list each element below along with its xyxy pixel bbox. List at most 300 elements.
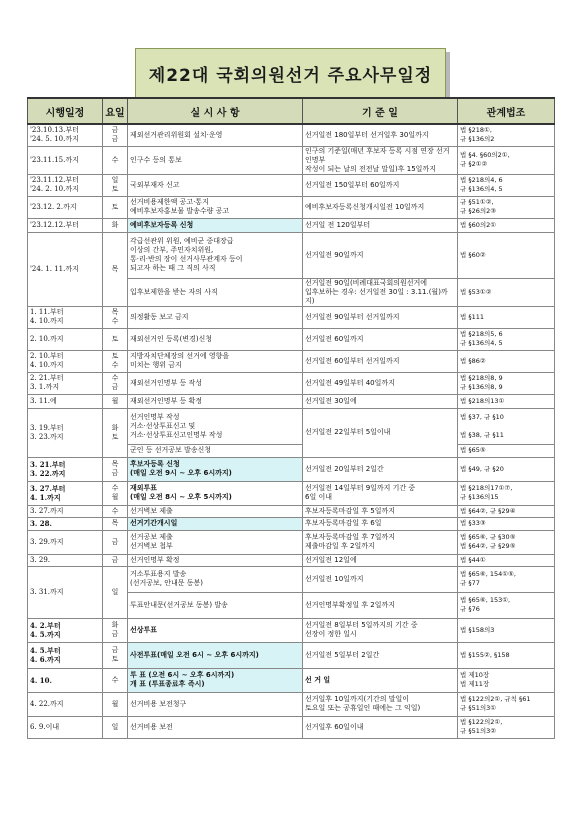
date-cell — [28, 530, 103, 554]
day-cell-line: 화 — [111, 423, 119, 432]
day-cell — [103, 517, 128, 530]
task-cell — [128, 394, 303, 408]
task-cell — [128, 146, 303, 174]
date-cell-line: 3. 11.에 — [30, 396, 57, 405]
basis-cell — [303, 566, 458, 592]
day-cell — [103, 668, 128, 692]
table-body — [28, 124, 555, 738]
day-cell-line: 목 — [111, 308, 119, 316]
task-cell-line: 후보자등록 신청 — [130, 460, 180, 468]
date-cell-line: 3. 28. — [30, 519, 52, 528]
law-cell — [458, 554, 555, 566]
law-cell — [458, 408, 555, 444]
date-cell — [28, 124, 103, 146]
date-cell-line: '24. 5. 10.까지 — [30, 135, 79, 144]
task-cell-line: 미치는 행위 금지 — [130, 361, 182, 369]
date-cell — [28, 457, 103, 481]
task-cell-line: 사전투표(매일 오전 6시 ~ 오후 6시까지) — [130, 650, 259, 659]
date-cell — [28, 232, 103, 306]
law-cell — [458, 278, 555, 306]
law-cell-line: 법 §218의17①⑦, — [460, 484, 513, 492]
basis-cell — [303, 174, 458, 196]
day-cell-line: 수 — [111, 361, 119, 369]
table-row — [28, 618, 555, 642]
date-cell — [28, 174, 103, 196]
law-cell — [458, 124, 555, 146]
day-cell-line: 수 — [111, 675, 119, 684]
table-header-row — [28, 98, 555, 124]
day-cell-line: 금 — [111, 383, 119, 391]
day-cell-line: 수 — [111, 374, 119, 382]
task-cell-line: 군인 등 선거공보 발송신청 — [130, 446, 212, 454]
basis-cell — [303, 394, 458, 408]
basis-cell — [303, 668, 458, 692]
law-cell-line: 법 §44① — [460, 555, 486, 564]
table-row — [28, 692, 555, 716]
task-cell-line: 되고자 하는 때 그 직의 사직 — [130, 264, 216, 272]
date-cell — [28, 481, 103, 505]
law-cell-line: 규 §2①② — [460, 160, 488, 168]
date-cell-line: 4. 10. — [30, 675, 52, 685]
law-cell-line: 규 §136의8, 9 — [460, 383, 503, 391]
task-cell — [128, 716, 303, 738]
day-cell-line: 수 — [111, 155, 119, 164]
date-cell-line: 1. 11.부터 — [30, 308, 64, 316]
date-cell-line: '23.12.12.부터 — [30, 220, 79, 229]
basis-cell-line: 선거일전 12일에 — [305, 555, 357, 564]
task-cell — [128, 566, 303, 592]
law-cell-line: 법 §218의13① — [460, 396, 505, 405]
law-cell-line: 규 §51의3① — [460, 704, 497, 712]
task-cell-line: 선거벽보 첩부 — [130, 542, 173, 550]
task-cell-line: 재외선거인명부 등 작성 — [130, 378, 203, 387]
task-cell-line: (선거공보, 안내문 동봉) — [130, 579, 203, 587]
day-cell-line: 토 — [111, 334, 119, 343]
date-cell-line: 3. 29.까지 — [30, 537, 64, 546]
law-cell — [458, 668, 555, 692]
basis-cell — [303, 372, 458, 394]
law-cell-line: 법 §65⑤ — [460, 446, 486, 454]
task-cell-line: (매일 오전 9시 ~ 오후 6시까지) — [130, 469, 232, 477]
day-cell — [103, 642, 128, 668]
date-cell — [28, 328, 103, 350]
task-cell-line: 개 표 (투표종료후 즉시) — [130, 680, 205, 688]
basis-cell-line: 예비후보자등록신청개시일전 10일까지 — [305, 202, 425, 211]
header-day: 요일 — [103, 98, 128, 124]
task-cell-line: 재외선거인명부 등 확정 — [130, 396, 203, 405]
basis-cell-line: 선거일전 180일부터 선거일후 30일까지 — [305, 130, 429, 139]
date-cell-line: '24. 2. 10.까지 — [30, 185, 79, 193]
task-cell — [128, 306, 303, 328]
task-cell-line: 투 표 (오전 6시 ~ 오후 6시까지) — [130, 671, 235, 679]
task-cell — [128, 517, 303, 530]
law-cell-line: 법 §64②, 규 §29④ — [460, 506, 516, 515]
law-cell-line: 법 §37, 규 §10 — [460, 412, 504, 421]
table-row — [28, 350, 555, 372]
day-cell — [103, 350, 128, 372]
day-cell-line: 수 — [111, 484, 119, 492]
table-row — [28, 668, 555, 692]
task-cell-line: 선거벽보 제출 — [130, 506, 173, 515]
day-cell-line: 화 — [111, 220, 119, 229]
task-cell-line: 선거인명부 작성 — [130, 412, 180, 421]
law-cell — [458, 457, 555, 481]
day-cell-line: 토 — [111, 352, 119, 360]
law-cell — [458, 530, 555, 554]
task-cell — [128, 350, 303, 372]
day-cell — [103, 566, 128, 618]
task-cell-line: 입후보제한을 받는 자의 사직 — [130, 287, 218, 296]
law-cell — [458, 196, 555, 218]
task-cell-line: 선거인명부 확정 — [130, 555, 180, 564]
basis-cell — [303, 692, 458, 716]
basis-cell-line: 선거일전 10일까지 — [305, 574, 364, 583]
law-cell — [458, 146, 555, 174]
date-cell — [28, 692, 103, 716]
law-cell-line: 법 §53①② — [460, 287, 492, 296]
day-cell-line: 토 — [111, 655, 119, 663]
basis-cell-line: 후보자등록마감일 후 6일 — [305, 519, 382, 527]
task-cell-line: 예비후보자홍보물 발송수량 공고 — [130, 207, 230, 215]
date-cell — [28, 350, 103, 372]
law-cell — [458, 642, 555, 668]
law-cell-line: 법 §60② — [460, 250, 486, 259]
basis-cell-line: 선거일후 10일까지(기간의 말일이 — [305, 695, 409, 703]
basis-cell — [303, 642, 458, 668]
day-cell-line: 금 — [111, 630, 119, 638]
task-cell — [128, 444, 303, 457]
day-cell — [103, 457, 128, 481]
law-cell-line: 법 §111 — [460, 312, 485, 321]
day-cell-line: 월 — [111, 493, 119, 501]
basis-cell-line: 선거일전 90일(비례대표국회의원선거에 — [305, 278, 428, 287]
law-cell-line: 법 §60의2① — [460, 220, 497, 229]
basis-cell — [303, 350, 458, 372]
task-cell-line: 재외선거인 등록(변경)신청 — [130, 334, 213, 343]
table-row — [28, 481, 555, 505]
basis-cell-line: 선거인명부확정일 후 2일까지 — [305, 600, 396, 609]
law-cell-line: 규 §51①②, — [460, 198, 494, 206]
task-cell-line: 국외부재자 신고 — [130, 180, 180, 189]
law-cell — [458, 716, 555, 738]
law-cell — [458, 232, 555, 278]
date-cell-line: '23.10.13.부터 — [30, 126, 79, 135]
task-cell — [128, 408, 303, 444]
day-cell-line: 수 — [111, 506, 119, 515]
header-task: 실 시 사 항 — [128, 98, 303, 124]
task-cell-line: 이상의 간부, 주민자치위원, — [130, 246, 214, 254]
basis-cell-line: 선거일후 60일이내 — [305, 722, 364, 731]
date-cell — [28, 196, 103, 218]
title-banner — [135, 48, 446, 98]
date-cell — [28, 218, 103, 232]
task-cell-line: 선거공보 제출 — [130, 533, 173, 541]
day-cell — [103, 530, 128, 554]
table-row — [28, 530, 555, 554]
task-cell-line: 거소·선상투표신고인명부 작성 — [130, 430, 223, 439]
law-cell — [458, 566, 555, 592]
date-cell-line: 2. 10.까지 — [30, 334, 64, 343]
law-cell-line: 법 §86② — [460, 356, 486, 365]
law-cell-line: 규 §26의2③ — [460, 207, 497, 215]
law-cell — [458, 174, 555, 196]
law-cell-line: 법 §218①, — [460, 126, 492, 135]
basis-cell-line: 선거일전 150일부터 60일까지 — [305, 180, 400, 189]
table-row — [28, 328, 555, 350]
law-cell-line: 규 §76 — [460, 605, 480, 613]
task-cell-line: 제외선거관리위원회 설치·운영 — [130, 130, 223, 139]
date-cell — [28, 642, 103, 668]
day-cell-line: 금 — [111, 537, 119, 546]
task-cell — [128, 642, 303, 668]
basis-cell-line: 선거일전 14일부터 9일까지 기간 중 — [305, 484, 416, 492]
basis-cell-line: 선거일전 22일부터 5일이내 — [305, 428, 391, 436]
basis-cell-line: 선거일전 5일부터 2일간 — [305, 650, 380, 659]
basis-cell — [303, 408, 458, 457]
law-cell-line: 법 §33③ — [460, 519, 486, 527]
law-cell-line: 법 §4. §60의2①, — [460, 151, 510, 159]
basis-cell-line: 선거일전 8일부터 5일까지의 기간 중 — [305, 621, 418, 629]
task-cell — [128, 692, 303, 716]
table-row — [28, 372, 555, 394]
task-cell-line: 선거비용 보전청구 — [130, 699, 187, 708]
basis-cell — [303, 716, 458, 738]
date-cell-line: 4. 5.까지 — [30, 630, 61, 639]
date-cell-line: 6. 9.이내 — [30, 722, 60, 731]
task-cell — [128, 372, 303, 394]
date-cell-line: 4. 10.까지 — [30, 317, 64, 325]
header-date: 시행일정 — [28, 98, 103, 124]
task-cell — [128, 554, 303, 566]
law-cell-line: 규 §77 — [460, 579, 480, 587]
basis-cell — [303, 328, 458, 350]
date-cell-line: 4. 1.까지 — [30, 493, 61, 502]
task-cell — [128, 618, 303, 642]
day-cell-line: 일 — [111, 176, 119, 184]
task-cell-line: 투표안내문(선거공보 동봉) 발송 — [130, 600, 228, 609]
day-cell-line: 금 — [111, 126, 119, 135]
date-cell — [28, 306, 103, 328]
basis-cell-line: 인구의 기준일(매년 후보자 등록 시점 연장 선거인명부 — [305, 146, 450, 164]
law-cell — [458, 306, 555, 328]
date-cell-line: 4. 6.까지 — [30, 655, 61, 664]
table-row — [28, 457, 555, 481]
date-cell — [28, 554, 103, 566]
table-row — [28, 394, 555, 408]
date-cell — [28, 566, 103, 618]
basis-cell-line: 선거일전 60일까지 — [305, 334, 364, 343]
day-cell — [103, 692, 128, 716]
task-cell — [128, 457, 303, 481]
law-cell-line: 법 제10장 — [460, 671, 490, 679]
date-cell — [28, 146, 103, 174]
date-cell-line: 4. 10.까지 — [30, 361, 64, 369]
table-row — [28, 566, 555, 592]
task-cell — [128, 196, 303, 218]
task-cell-line: 인구수 등의 통보 — [130, 155, 182, 164]
basis-cell-line: 입후보하는 경우: 선거일전 30일 : 3.11.(월)까지) — [305, 287, 448, 305]
task-cell — [128, 592, 303, 618]
basis-cell — [303, 146, 458, 174]
task-cell — [128, 232, 303, 278]
schedule-table — [27, 97, 555, 739]
date-cell — [28, 668, 103, 692]
task-cell — [128, 505, 303, 517]
day-cell — [103, 174, 128, 196]
date-cell-line: 3. 1.까지 — [30, 383, 60, 391]
day-cell — [103, 505, 128, 517]
day-cell-line: 토 — [111, 202, 119, 211]
table-row — [28, 174, 555, 196]
day-cell-line: 목 — [111, 460, 119, 468]
task-cell — [128, 218, 303, 232]
date-cell — [28, 716, 103, 738]
date-cell-line: '24. 1. 11.까지 — [30, 264, 79, 273]
basis-cell-line: 선장이 정한 일시 — [305, 630, 357, 638]
basis-cell-line: 선거일전 60일부터 선거일까지 — [305, 356, 400, 365]
law-cell-line: 법 §122의2①, 규칙 §61 — [460, 695, 531, 703]
law-cell-line: 법 §218의8, 9 — [460, 374, 503, 382]
basis-cell-line: 토요일 또는 공휴일인 때에는 그 익일) — [305, 704, 421, 712]
table-row — [28, 232, 555, 278]
day-cell — [103, 554, 128, 566]
table-row — [28, 146, 555, 174]
task-cell — [128, 328, 303, 350]
task-cell — [128, 530, 303, 554]
task-cell — [128, 668, 303, 692]
basis-cell — [303, 530, 458, 554]
date-cell-line: 2. 21.부터 — [30, 374, 64, 382]
day-cell — [103, 124, 128, 146]
law-cell-line: 규 §136의2 — [460, 135, 495, 144]
day-cell-line: 금 — [111, 135, 119, 144]
basis-cell-line: 후보자등록마감일 후 7일까지 — [305, 533, 396, 541]
date-cell-line: '23.11.12.부터 — [30, 176, 79, 184]
table-row — [28, 716, 555, 738]
task-cell-line: 통·리·반의 장이 선거사무관계자 등이 — [130, 255, 243, 263]
day-cell-line: 토 — [111, 185, 119, 193]
table-row — [28, 218, 555, 232]
task-cell-line: 선거비용 보전 — [130, 722, 173, 731]
day-cell — [103, 618, 128, 642]
law-cell-line: 법 §38, 규 §11 — [460, 430, 504, 439]
date-cell-line: 3. 29. — [30, 555, 51, 564]
header-law: 관계법조 — [458, 98, 555, 124]
law-cell-line: 법 §65⑥, 규 §30⑤ — [460, 533, 516, 541]
date-cell — [28, 394, 103, 408]
basis-cell — [303, 481, 458, 505]
basis-cell — [303, 218, 458, 232]
day-cell — [103, 306, 128, 328]
task-cell-line: 거소·선상투표신고 및 — [130, 421, 196, 430]
task-cell-line: 의정활동 보고 금지 — [130, 312, 189, 321]
date-cell-line: 3. 27.부터 — [30, 484, 66, 493]
date-cell-line: 4. 5.부터 — [30, 646, 61, 655]
day-cell-line: 목 — [111, 264, 119, 273]
day-cell — [103, 372, 128, 394]
basis-cell-line: 선거일 전 120일부터 — [305, 220, 371, 229]
date-cell-line: 4. 22.까지 — [30, 699, 64, 708]
basis-cell-line: 선거일전 20일부터 2일간 — [305, 464, 384, 473]
date-cell — [28, 517, 103, 530]
task-cell-line: 거소투표용지 발송 — [130, 570, 187, 578]
basis-cell — [303, 554, 458, 566]
day-cell — [103, 328, 128, 350]
basis-cell-line: 선거일전 90일부터 선거일까지 — [305, 312, 400, 321]
date-cell — [28, 618, 103, 642]
date-cell-line: 2. 10.부터 — [30, 352, 64, 360]
basis-cell — [303, 124, 458, 146]
task-cell-line: 선거기간개시일 — [130, 519, 178, 527]
basis-cell — [303, 306, 458, 328]
basis-cell-line: 작성이 되는 날의 전전날 말일)후 15일까지 — [305, 164, 436, 173]
basis-cell — [303, 517, 458, 530]
law-cell-line: 규 §51의3② — [460, 727, 497, 735]
day-cell-line: 월 — [111, 396, 119, 405]
law-cell — [458, 372, 555, 394]
law-cell — [458, 505, 555, 517]
table-row — [28, 517, 555, 530]
task-cell-line: 지방자치단체장의 선거에 영향을 — [130, 352, 230, 360]
day-cell — [103, 481, 128, 505]
day-cell-line: 금 — [111, 469, 119, 477]
date-cell-line: 3. 22.까지 — [30, 469, 66, 478]
table-row — [28, 505, 555, 517]
law-cell-line: 법 §49, 규 §20 — [460, 464, 504, 473]
day-cell-line: 월 — [111, 699, 119, 708]
law-cell — [458, 218, 555, 232]
law-cell — [458, 692, 555, 716]
basis-cell — [303, 278, 458, 306]
law-cell — [458, 481, 555, 505]
day-cell-line: 일 — [111, 722, 119, 731]
basis-cell — [303, 457, 458, 481]
basis-cell-line: 선거일전 90일까지 — [305, 250, 364, 259]
day-cell-line: 토 — [111, 432, 119, 441]
law-cell-line: 법 §218의4, 6 — [460, 176, 503, 184]
day-cell-line: 화 — [111, 621, 119, 629]
page-title: 제22대 국회의원선거 주요사무일정 — [148, 65, 433, 86]
task-cell-line: 예비후보자등록 신청 — [130, 220, 194, 229]
day-cell-line: 일 — [111, 587, 119, 596]
day-cell — [103, 408, 128, 457]
date-cell-line: '23.11.15.까지 — [30, 155, 79, 164]
law-cell-line: 법 §218의5, 6 — [460, 330, 503, 338]
table-row — [28, 408, 555, 444]
task-cell — [128, 124, 303, 146]
day-cell — [103, 218, 128, 232]
basis-cell-line: 선 거 일 — [305, 675, 331, 684]
header-basis: 기 준 일 — [303, 98, 458, 124]
law-cell-line: 규 §136의4, 5 — [460, 185, 503, 193]
date-cell-line: 3. 21.부터 — [30, 460, 66, 469]
law-cell — [458, 618, 555, 642]
law-cell — [458, 350, 555, 372]
basis-cell — [303, 618, 458, 642]
law-cell-line: 규 §136의4, 5 — [460, 339, 503, 347]
table-row — [28, 554, 555, 566]
task-cell-line: 재외투표 — [130, 484, 158, 492]
day-cell-line: 수 — [111, 317, 119, 325]
law-cell — [458, 517, 555, 530]
table-row — [28, 642, 555, 668]
law-cell-line: 법 §65⑥, 153①, — [460, 596, 511, 604]
law-cell-line: 규 §136의15 — [460, 493, 499, 501]
date-cell-line: '23.12. 2.까지 — [30, 202, 77, 211]
table-row — [28, 306, 555, 328]
date-cell-line: 3. 31.까지 — [30, 587, 64, 596]
date-cell — [28, 372, 103, 394]
